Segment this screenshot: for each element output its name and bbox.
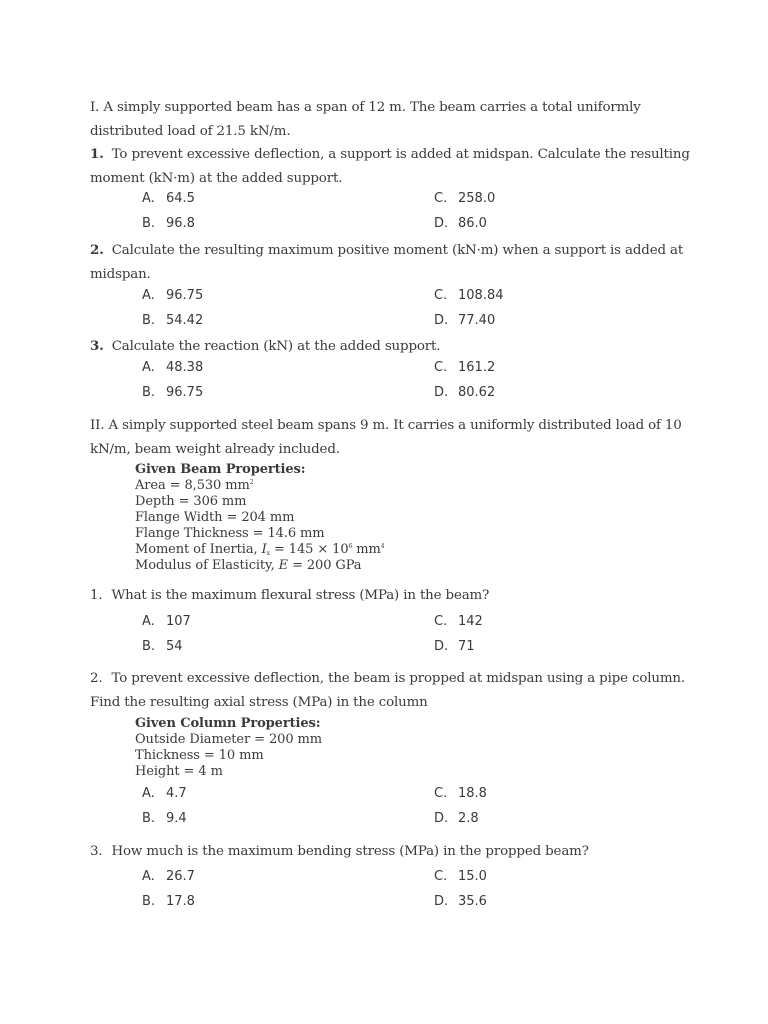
option-b[interactable]: B. 17.8 <box>142 894 195 909</box>
column-height: Height = 4 m <box>135 764 223 779</box>
part1-intro: I. A simply supported beam has a span of 12 m. The beam carries a total uniformly distributed load of 21.5 kN/m. <box>90 100 641 139</box>
option-b[interactable]: B. 9.4 <box>142 811 187 826</box>
option-a[interactable]: A. 64.5 <box>142 191 195 206</box>
question-number: 1. <box>90 588 103 603</box>
option-d[interactable]: D. 71 <box>434 639 475 654</box>
beam-modulus-of-elasticity: Modulus of Elasticity, E = 200 GPa <box>135 558 362 573</box>
option-a[interactable]: A. 96.75 <box>142 288 204 303</box>
option-d[interactable]: D. 77.40 <box>434 313 496 328</box>
question-text: What is the maximum flexural stress (MPa) in the beam? <box>111 588 490 603</box>
beam-moment-of-inertia: Moment of Inertia, $I_x = 145 \times 10^6$ $mm^4$ <box>135 542 385 557</box>
beam-area: Area = 8,530 $mm^2$ <box>135 478 254 493</box>
part1-question-1 <box>90 143 690 190</box>
beam-properties <box>135 462 384 574</box>
option-b[interactable]: B. 96.75 <box>142 385 204 400</box>
part2-question-2 <box>90 667 690 714</box>
part1-question-2 <box>90 239 690 286</box>
column-outside-diameter: Outside Diameter = 200 mm <box>135 732 322 747</box>
part2-question-1 <box>90 584 690 608</box>
option-a[interactable]: A. 48.38 <box>142 360 204 375</box>
question-text: Calculate the reaction (kN) at the added support. <box>111 339 441 354</box>
option-c[interactable]: C. 108.84 <box>434 288 504 303</box>
question-number: 3. <box>90 338 104 354</box>
option-b[interactable]: B. 54.42 <box>142 313 204 328</box>
option-d[interactable]: D. 35.6 <box>434 894 487 909</box>
column-thickness: Thickness = 10 mm <box>135 748 264 763</box>
column-properties <box>135 716 322 780</box>
part2-question-3 <box>90 840 690 864</box>
option-a[interactable]: A. 26.7 <box>142 869 195 884</box>
option-a[interactable]: A. 4.7 <box>142 786 187 801</box>
beam-properties-heading: Given Beam Properties: <box>135 462 306 477</box>
part2-intro: II. A simply supported steel beam spans 9 m. It carries a uniformly distributed load of 10 kN/m, beam weight already included. <box>90 418 682 457</box>
question-number: 1. <box>90 146 104 162</box>
question-text: How much is the maximum bending stress (MPa) in the propped beam? <box>111 844 589 859</box>
beam-depth: Depth = 306 mm <box>135 494 247 509</box>
option-b[interactable]: B. 54 <box>142 639 183 654</box>
question-number: 2. <box>90 242 104 258</box>
option-c[interactable]: C. 258.0 <box>434 191 496 206</box>
column-properties-heading: Given Column Properties: <box>135 716 321 731</box>
option-c[interactable]: C. 161.2 <box>434 360 496 375</box>
question-text: Calculate the resulting maximum positive moment (kN·m) when a support is added at midspan. <box>90 243 684 282</box>
question-number: 2. <box>90 671 103 686</box>
option-d[interactable]: D. 80.62 <box>434 385 496 400</box>
option-b[interactable]: B. 96.8 <box>142 216 195 231</box>
question-number: 3. <box>90 844 103 859</box>
part1-question-3 <box>90 335 690 359</box>
option-c[interactable]: C. 15.0 <box>434 869 487 884</box>
option-d[interactable]: D. 86.0 <box>434 216 487 231</box>
option-a[interactable]: A. 107 <box>142 614 191 629</box>
option-d[interactable]: D. 2.8 <box>434 811 479 826</box>
option-c[interactable]: C. 142 <box>434 614 483 629</box>
question-text: To prevent excessive deflection, the beam is propped at midspan using a pipe column. Find the resulting axial stress (MPa) in the column <box>90 671 686 710</box>
question-text: To prevent excessive deflection, a support is added at midspan. Calculate the resulting moment (kN·m) at the added support. <box>90 147 690 186</box>
beam-flange-thickness: Flange Thickness = 14.6 mm <box>135 526 325 541</box>
option-c[interactable]: C. 18.8 <box>434 786 487 801</box>
beam-flange-width: Flange Width = 204 mm <box>135 510 295 525</box>
